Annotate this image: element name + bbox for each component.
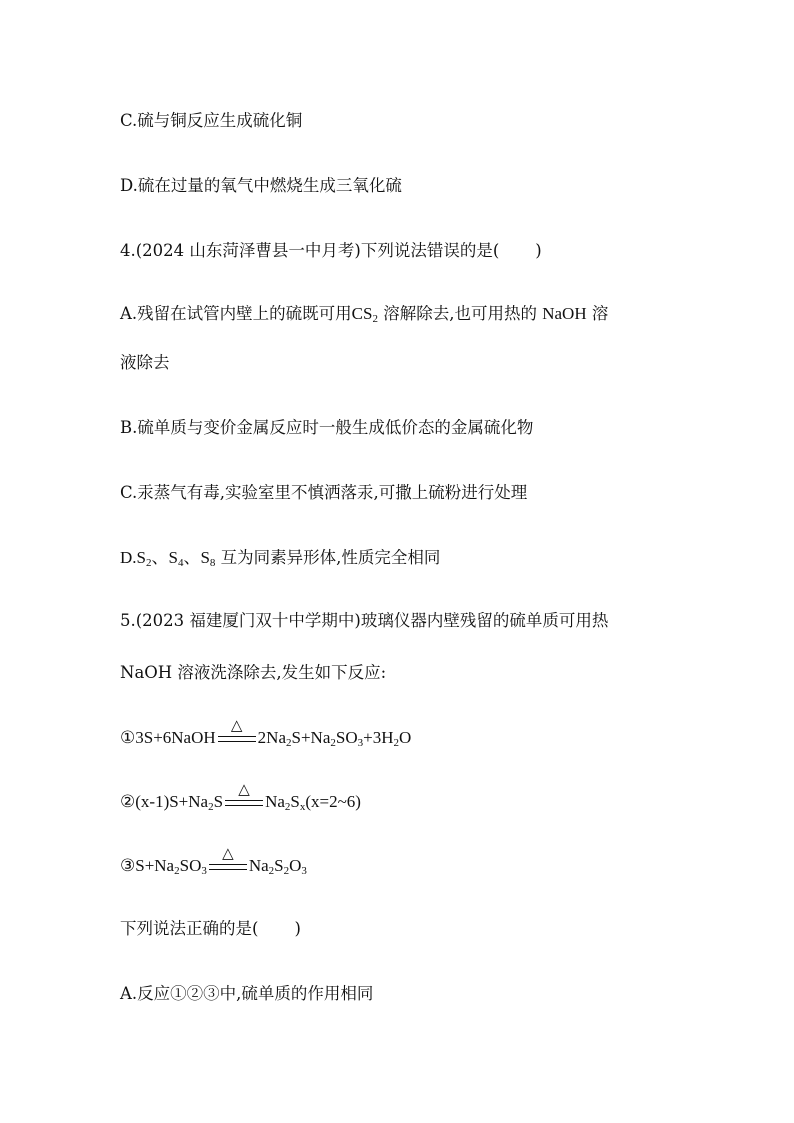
question-5-ask-text: 下列说法正确的是( (120, 919, 259, 938)
question-5-text: 5.(2023 福建厦门双十中学期中)玻璃仪器内壁残留的硫单质可用热 (120, 611, 609, 630)
option-c-q3-text: C.硫与铜反应生成硫化铜 (120, 111, 303, 130)
option-d-q4-formula: $D.S_2$、$S_4$、$S_8$ (120, 548, 216, 569)
heat-arrow-2 (225, 782, 263, 812)
option-a-q4-text-2: 溶解除去,也可用热的 (377, 304, 543, 323)
eq2-reactants: $②(x-1)S+Na_2S$ (120, 792, 224, 813)
option-d-q4 (120, 547, 440, 569)
option-c-q3 (120, 110, 302, 132)
eq3-reactants: $③S+Na_2SO_3$ (120, 856, 207, 877)
eq1-reactants: ①3S+6NaOH (120, 728, 216, 747)
option-c-q4 (120, 482, 527, 504)
question-5-close-paren: ) (294, 919, 301, 938)
option-d-q3 (120, 175, 402, 197)
option-d-q4-text: 互为同素异形体,性质完全相同 (215, 548, 441, 567)
equation-1 (120, 718, 411, 748)
option-a-q5-text: A.反应①②③中,硫单质的作用相同 (120, 984, 374, 1003)
equation-2 (120, 782, 361, 812)
eq1-products: $2Na_2S+Na_2SO_3+3H_2O$ (257, 728, 412, 749)
heat-triangle-icon: △ (230, 718, 243, 734)
question-4-stem (120, 240, 542, 262)
equation-3 (120, 846, 307, 876)
option-d-q3-text: D.硫在过量的氧气中燃烧生成三氧化硫 (120, 176, 402, 195)
option-a-q4-text-3: 溶 (586, 304, 609, 323)
question-4-close-paren: ) (535, 241, 542, 260)
option-a-q5 (120, 983, 373, 1005)
question-5-stem-cont (120, 662, 386, 684)
eq3-products: $Na_2S_2O_3$ (248, 856, 307, 877)
option-a-q4 (120, 303, 608, 325)
heat-triangle-icon: △ (222, 846, 234, 862)
eq2-products: $Na_2S_x(x=2\sim 6)$ (265, 792, 361, 813)
heat-arrow-1 (218, 718, 256, 748)
question-5-ask (120, 918, 301, 940)
option-a-q4-cont-text: 液除去 (120, 353, 170, 372)
naoh-formula: NaOH (542, 304, 587, 323)
question-4-text: 4.(2024 山东菏泽曹县一中月考)下列说法错误的是( (120, 241, 500, 260)
option-b-q4-text: B.硫单质与变价金属反应时一般生成低价态的金属硫化物 (120, 418, 534, 437)
heat-triangle-icon: △ (238, 782, 250, 798)
option-c-q4-text: C.汞蒸气有毒,实验室里不慎洒落汞,可撒上硫粉进行处理 (120, 483, 528, 502)
option-b-q4 (120, 417, 533, 439)
cs2-formula: $CS_2$ (351, 304, 378, 325)
question-5-stem (120, 610, 608, 632)
heat-arrow-3 (209, 846, 247, 876)
option-a-q4-cont (120, 352, 170, 374)
option-a-q4-text-1: A.残留在试管内壁上的硫既可用 (120, 304, 352, 323)
question-5-cont-text: NaOH 溶液洗涤除去,发生如下反应: (120, 663, 387, 682)
